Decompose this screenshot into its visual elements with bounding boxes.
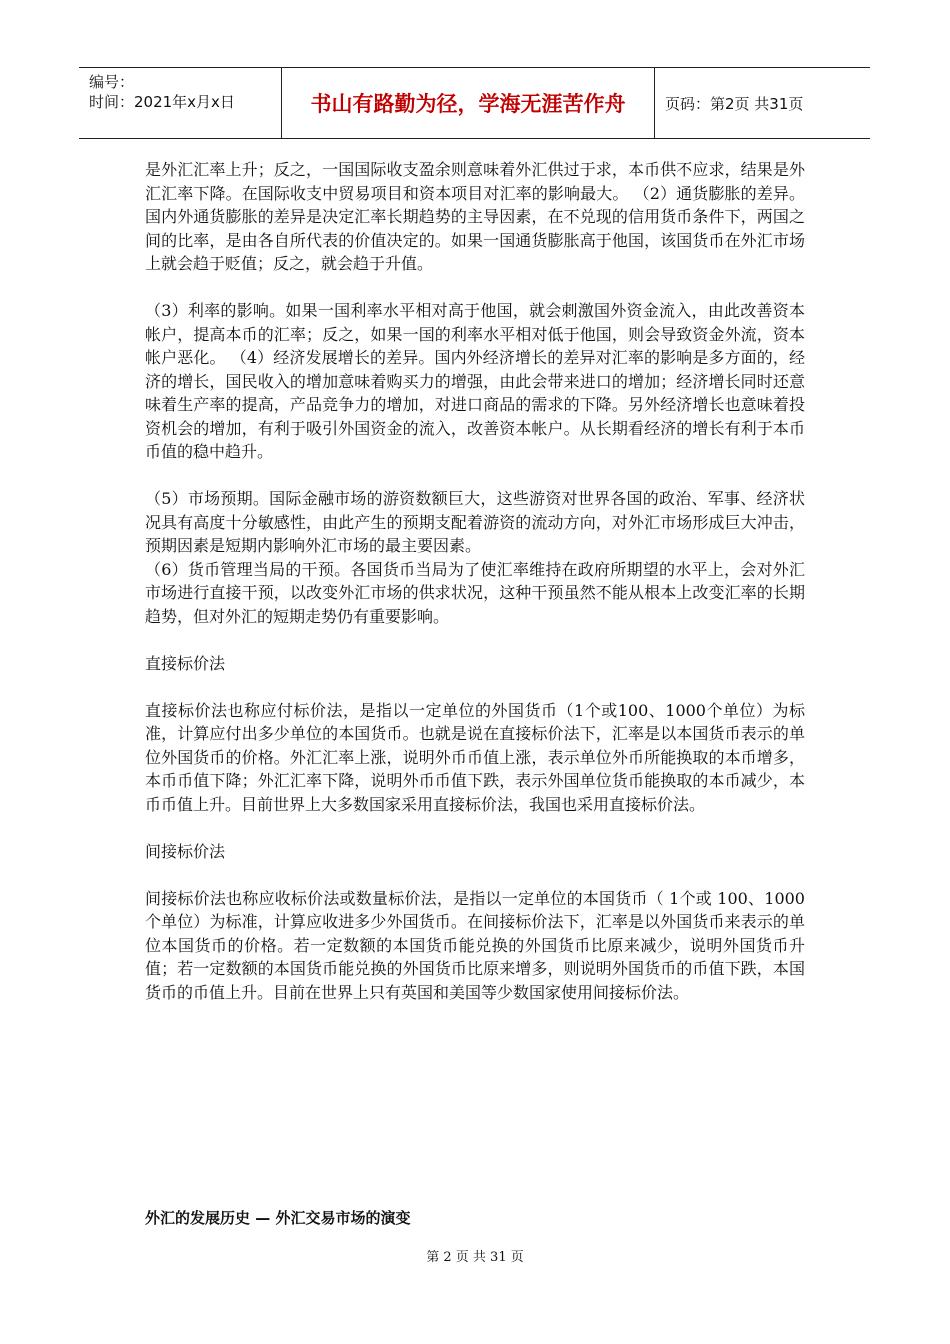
paragraph-indirect-quotation: 间接标价法也称应收标价法或数量标价法，是指以一定单位的本国货币（ 1个或 100、1000个单位）为标准，计算应收进多少外国货币。在间接标价法下，汇率是以外国货币来表示的单位本国货币的价格。若一定数额的本国货币能兑换的外国货币比原来减少，说明外国货币升值；若一定数额的本国货币能兑换的外国货币比原来增多，则说明外国货币的币值下跌，本国货币的币值上升。目前在世界上只有英国和美国等少数国家使用间接标价法。 [145,888,805,1002]
section-title: 外汇的发展历史 — 外汇交易市场的演变 [145,1209,411,1227]
paragraph: 是外汇汇率上升；反之，一国国际收支盈余则意味着外汇供过于求，本币供不应求，结果是外汇汇率下降。在国际收支中贸易项目和资本项目对汇率的影响最大。 （2）通货膨胀的差异。国内外通货膨胀的差异是决定汇率长期趋势的主导因素，在不兑现的信用货币条件下，两国之间的比率，是由各自所代表的价值决定的。如果一国通货膨胀高于他国，该国货币在外汇市场上就会趋于贬值；反之，就会趋于升值。 [145,160,805,273]
time-label: 时间：2021年x月x日 [89,93,235,111]
header-meta [79,68,282,138]
page-header [79,67,870,139]
header-page-info: 页码：第2页 共31页 [665,94,804,113]
page-footer: 第 2 页 共 31 页 [426,1250,524,1265]
paragraph: （3）利率的影响。如果一国利率水平相对高于他国，就会刺激国外资金流入，由此改善资本帐户，提高本币的汇率；反之，如果一国的利率水平相对低于他国，则会导致资金外流，资本帐户恶化。 （4）经济发展增长的差异。国内外经济增长的差异对汇率的影响是多方面的，经济的增长，国民收入的增加意味着购买力的增强，由此会带来进口的增加；经济增长同时还意味着生产率的提高，产品竞争力的增加，对进口商品的需求的下降。另外经济增长也意味着投资机会的增加，有利于吸引外国资金的流入，改善资本帐户。从长期看经济的增长有利于本币币值的稳中趋升。 [145,301,805,461]
paragraph: （6）货币管理当局的干预。各国货币当局为了使汇率维持在政府所期望的水平上，会对外汇市场进行直接干预，以改变外汇市场的供求状况，这种干预虽然不能从根本上改变汇率的长期趋势，但对外汇的短期走势仍有重要影响。 [145,559,805,626]
heading-indirect-quotation: 间接标价法 [145,841,226,861]
serial-label: 编号： [89,73,135,91]
paragraph: （5）市场预期。国际金融市场的游资数额巨大，这些游资对世界各国的政治、军事、经济状况具有高度十分敏感性，由此产生的预期支配着游资的流动方向，对外汇市场形成巨大冲击，预期因素是短期内影响外汇市场的最主要因素。 [145,489,805,555]
document-body [145,158,805,1004]
header-motto: 书山有路勤为径，学海无涯苦作舟 [282,68,655,138]
paragraph-direct-quotation: 直接标价法也称应付标价法，是指以一定单位的外国货币（1个或100、1000个单位）为标准，计算应付出多少单位的本国货币。也就是说在直接标价法下，汇率是以本国货币表示的单位外国货币的价格。外汇汇率上涨，说明外币币值上涨，表示单位外币所能换取的本币增多，本币币值下降；外汇汇率下降，说明外币币值下跌，表示外国单位货币能换取的本币减少，本币币值上升。目前世界上大多数国家采用直接标价法，我国也采用直接标价法。 [145,700,805,814]
heading-direct-quotation: 直接标价法 [145,653,226,673]
